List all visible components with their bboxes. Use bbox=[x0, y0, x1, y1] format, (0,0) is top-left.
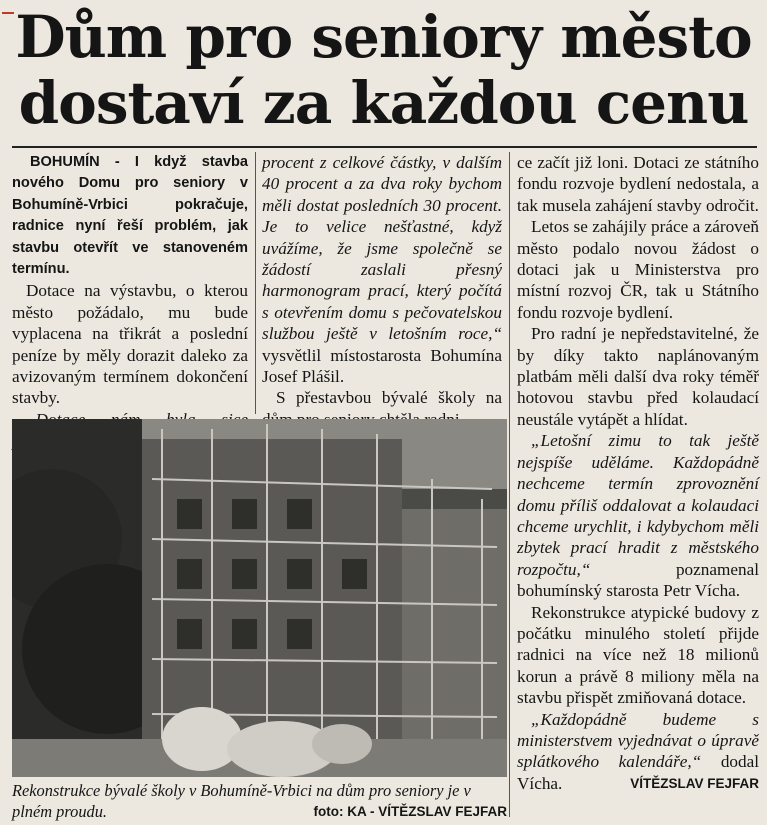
lead-paragraph: BOHUMÍN - I když stavba nového Domu pro seniory v Bohumíně-Vrbici pokračuje, radnice nyní řeší problém, jak stavbu otevřít ve stanoveném termínu. bbox=[12, 154, 248, 278]
col2-paragraph-2: S přestavbou bývalé školy na bbox=[276, 388, 502, 408]
col2-paragraph-1 bbox=[262, 152, 502, 387]
col3-paragraph-1: Letos se zahájily práce a zároveň město podalo novou žádost o dotaci jak u Ministerstva pro místní rozvoj ČR, tak u Státního fondu rozvoje bydlení. bbox=[517, 217, 759, 322]
col1-paragraph-1: Dotace na výstavbu, o kterou město požádalo, mu bude vyplacena na třikrát a poslední peníze by měly dorazit daleko za avizovaným termínem dokončení stavby. bbox=[12, 281, 248, 408]
photo-caption bbox=[12, 780, 507, 822]
photo-scaffolding-building bbox=[12, 419, 507, 777]
col3-quote-1: „Letošní zimu to tak ještě nejspíše uděláme. Každopádně nechceme termín zprovoznění domu příliš oddalovat a kolaudaci chceme urychlit, i kdybychom měli zbytek prací hradit z městského rozpočtu,“ bbox=[517, 431, 759, 579]
headline bbox=[0, 4, 767, 136]
byline: VÍTĚZSLAV FEJFAR bbox=[630, 775, 759, 791]
article-photo bbox=[12, 419, 507, 777]
column-2 bbox=[262, 152, 502, 430]
col3-paragraph-0: ce začít již loni. Dotaci ze státního fondu rozvoje bydlení nedostala, a tak musela zahájení stavby odročit. bbox=[517, 153, 759, 215]
column-separator-1 bbox=[255, 152, 256, 414]
col3-paragraph-4: Rekonstrukce atypické budovy z počátku minulého století přijde radnici na více než 18 milionů korun a právě 8 miliony měla na stavbu přispět zmiňovaná dotace. bbox=[517, 602, 759, 708]
col3-quote-2: „Každopádně budeme s ministerstvem vyjednávat o úpravě splátkového kalendáře,“ bbox=[517, 709, 759, 772]
col3-paragraph-2: Pro radní je nepředstavitelné, že by díky takto naplánovaným platbám měli další dva roky téměř hotovou stavbu před kolaudací neustále vytápět a hlídat. bbox=[517, 324, 759, 429]
col3-paragraph-3 bbox=[517, 430, 759, 601]
headline-line-1: Dům pro seniory město bbox=[15, 3, 752, 71]
col3-paragraph-5 bbox=[517, 709, 759, 795]
photo-credit: foto: KA - VÍTĚZSLAV FEJFAR bbox=[313, 804, 507, 819]
caption-text: Rekonstrukce bývalé školy v Bohumíně-Vrbici na dům pro seniory je v plném proudu. bbox=[12, 781, 471, 821]
col2-quote: procent z celkové částky, v dalším 40 procent a za dva roky bychom měli dostat posledních 30 procent. Je to velice nešťastné, když uvážíme, že jsme společně se žádostí zaslali přesný harmonogram prací, který počítá s otevřením domu s pečovatelskou službou ještě v letošním roce,“ bbox=[262, 153, 502, 344]
headline-rule bbox=[12, 146, 757, 148]
column-3 bbox=[517, 152, 759, 794]
column-separator-2 bbox=[509, 152, 510, 817]
col2-attribution: vysvětlil místostarosta Bohumína Josef Plášil. bbox=[262, 345, 502, 387]
headline-line-2: dostaví za každou cenu bbox=[18, 69, 749, 137]
col3-attribution-2: dodal Vícha. bbox=[517, 752, 759, 793]
col3-attribution-1: poznamenal bohumínský starosta Petr Vícha. bbox=[517, 559, 759, 601]
